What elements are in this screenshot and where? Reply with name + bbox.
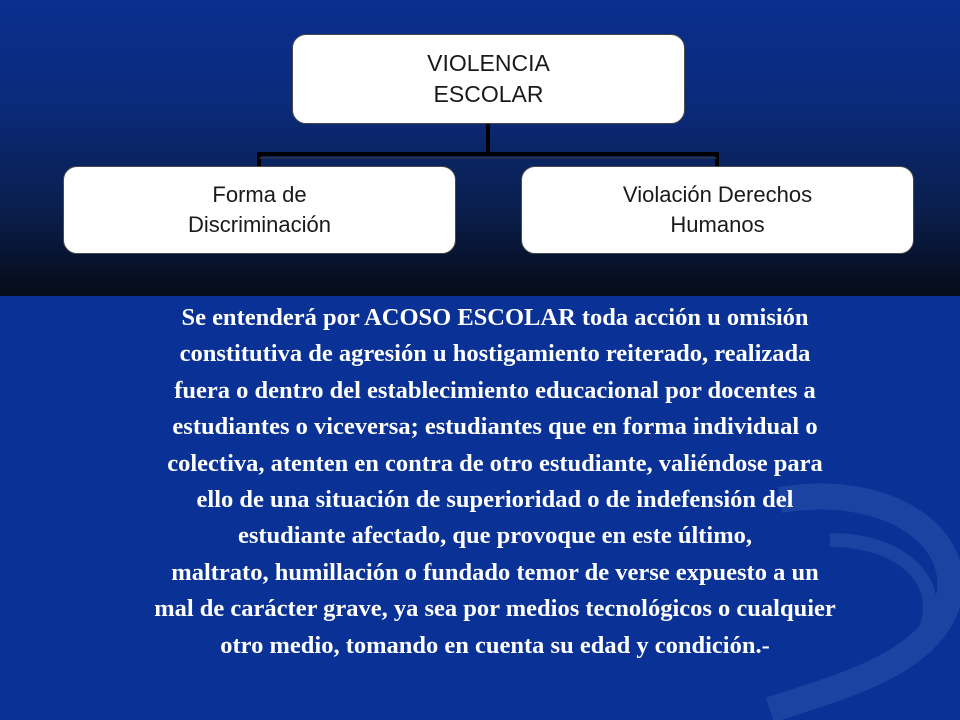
definition-line-2: constitutiva de agresión u hostigamiento reiterado, realizada	[179, 340, 811, 368]
definition-line-3: fuera o dentro del establecimiento educacional por docentes a	[174, 376, 816, 404]
node-root-label: VIOLENCIA ESCOLAR	[427, 49, 550, 107]
node-forma-discriminacion	[63, 166, 456, 254]
definition-line-1-post: toda acción u omisión	[575, 304, 809, 331]
node-right-label: Violación Derechos Humanos	[622, 182, 813, 237]
definition-line-5: colectiva, atenten en contra de otro estudiante, valiéndose para	[167, 449, 823, 477]
definition-keyword: ACOSO ESCOLAR	[364, 304, 576, 331]
node-left-label: Forma de Discriminación	[187, 182, 332, 237]
definition-line-1-pre: Se entenderá por	[181, 304, 365, 331]
definition-line-7: estudiante afectado, que provoque en este último,	[237, 522, 753, 550]
definition-line-6: ello de una situación de superioridad o de indefensión del	[196, 486, 794, 514]
definition-line-10: otro medio, tomando en cuenta su edad y condición.-	[220, 631, 770, 659]
acoso-escolar-definition	[40, 300, 950, 664]
node-violacion-derechos	[521, 166, 914, 254]
definition-line-8: maltrato, humillación o fundado temor de verse expuesto a un	[171, 558, 819, 586]
definition-line-1	[40, 300, 950, 336]
definition-line-4: estudiantes o viceversa; estudiantes que en forma individual o	[172, 413, 818, 441]
node-violencia-escolar	[292, 34, 685, 124]
definition-line-9: mal de carácter grave, ya sea por medios tecnológicos o cualquier	[154, 595, 836, 623]
